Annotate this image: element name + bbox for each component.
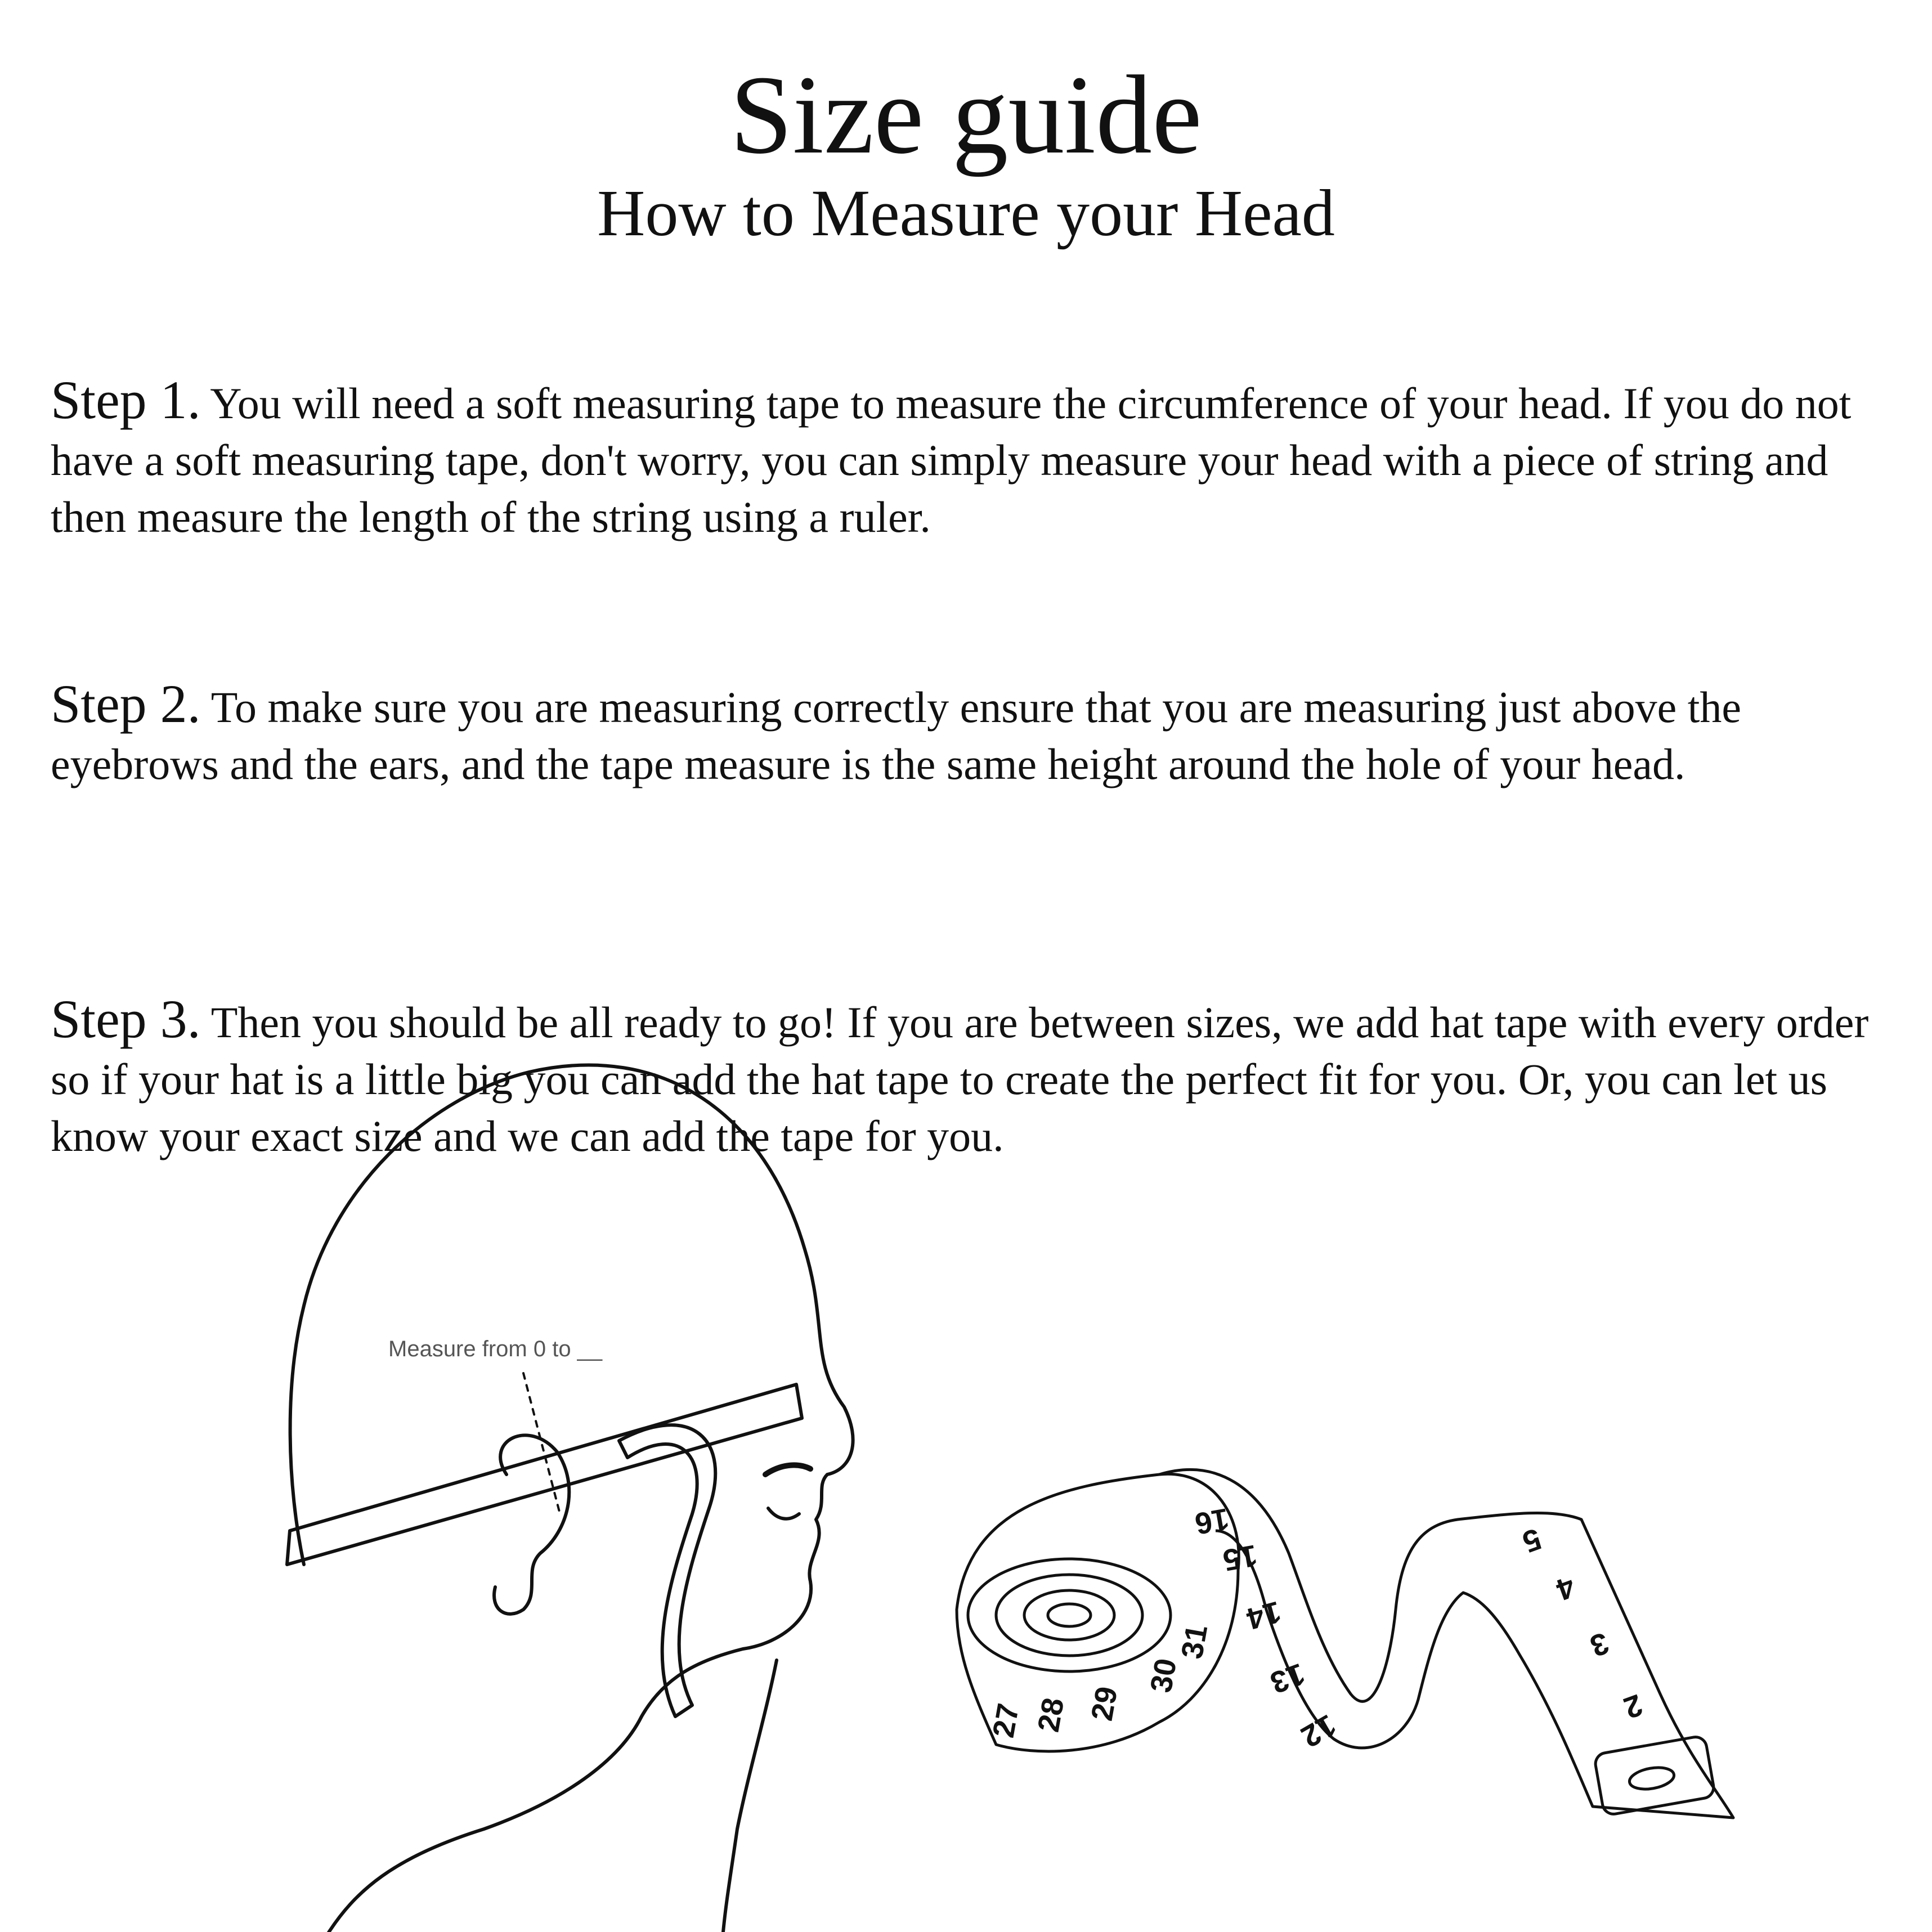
headband (287, 1384, 802, 1565)
eyebrow (765, 1465, 810, 1474)
tape-number: 4 (1552, 1569, 1580, 1607)
step-1-text: You will need a soft measuring tape to measure the circumference of your head. If you do not have a soft measuring tape, don't worry, you can simply measure your head with a piece of string and then measure the length of the string using a ruler. (51, 379, 1852, 541)
tape-number: 12 (1295, 1707, 1342, 1754)
head-profile-drawing (287, 1065, 853, 1932)
tape-number: 5 (1518, 1521, 1546, 1559)
step-3-label: Step 3. (51, 989, 201, 1049)
tape-number: 16 (1192, 1501, 1232, 1541)
step-3-text: Then you should be all ready to go! If you are between sizes, we add hat tape with every order so if your hat is a little big you can add the hat tape to create the perfect fit for you. Or, you can let us know your exact size and we can add the tape for you. (51, 998, 1869, 1160)
page-subtitle: How to Measure your Head (597, 176, 1335, 250)
tape-number: 28 (1031, 1695, 1071, 1735)
neck-front (723, 1660, 777, 1932)
tape-number: 2 (1619, 1687, 1647, 1725)
measuring-tape-drawing (957, 1469, 1733, 1818)
tape-number: 13 (1266, 1656, 1310, 1700)
step-1-label: Step 1. (51, 370, 201, 430)
tape-end-tab (1594, 1735, 1715, 1816)
tape-loop (1159, 1469, 1733, 1818)
strap (619, 1425, 715, 1716)
tape-number: 27 (986, 1701, 1026, 1741)
tape-number: 14 (1243, 1594, 1285, 1636)
head-outline (290, 1065, 853, 1932)
step-2-label: Step 2. (51, 674, 201, 734)
step-2-text: To make sure you are measuring correctly ensure that you are measuring just above the eyebrows and the ears, and the tape measure is the same height around the hole of your head. (51, 683, 1741, 788)
tape-number: 31 (1175, 1622, 1214, 1662)
tape-number: 15 (1220, 1538, 1260, 1577)
tape-number: 29 (1084, 1684, 1124, 1724)
tape-number: 3 (1585, 1625, 1613, 1664)
page-title: Size guide (730, 53, 1202, 177)
eye (768, 1508, 799, 1519)
head-label: Measure from 0 to __ (388, 1337, 603, 1361)
tape-number: 30 (1144, 1656, 1184, 1696)
